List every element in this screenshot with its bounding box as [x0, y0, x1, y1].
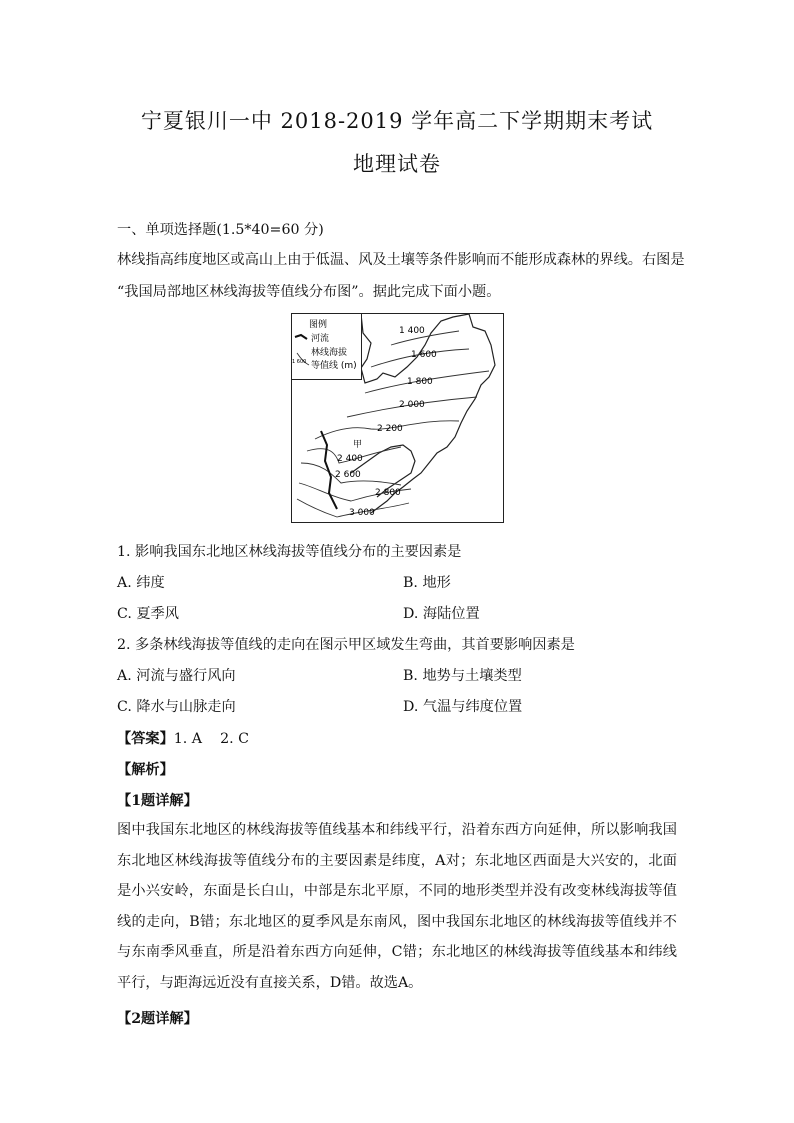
section-heading: 一、单项选择题(1.5*40=60 分) — [117, 222, 324, 238]
intro-line-2: “我国局部地区林线海拔等值线分布图”。据此完成下面小题。 — [117, 284, 501, 300]
contour-label: 2 000 — [399, 400, 425, 410]
contour-label: 1 800 — [407, 377, 433, 387]
question-2-stem: 2. 多条林线海拔等值线的走向在图示甲区域发生弯曲，其首要影响因素是 — [117, 637, 575, 653]
question-1-option-a: A. 纬度 — [117, 575, 165, 591]
analysis-label: 【解析】 — [117, 762, 174, 778]
contour-label: 2 200 — [377, 424, 403, 434]
question-2-option-c: C. 降水与山脉走向 — [117, 699, 236, 715]
question-2-option-d: D. 气温与纬度位置 — [403, 699, 523, 715]
contour-label: 2 600 — [335, 470, 361, 480]
analysis-q1-label: 【1题详解】 — [117, 793, 198, 809]
contour-label: 3 000 — [349, 508, 375, 518]
legend-title: 图例 — [309, 320, 328, 330]
region-label: 甲 — [353, 440, 363, 450]
contour-label: 1 600 — [411, 350, 437, 360]
contour-label: 2 800 — [375, 488, 401, 498]
analysis-q1-text: 图中我国东北地区的林线海拔等值线基本和纬线平行，沿着东西方向延伸，所以影响我国东北地区林线海拔等值线分布的主要因素是纬度，A对；东北地区西面是大兴安的，北面是小兴安岭，东面是长白山，中部是东北平原，不同的地形类型并没有改变林线海拔等值线的走向，B错；东北地区的夏季风是东南风，图中我国东北地区的林线海拔等值线并不与东南季风垂直，所是沿着东西方向延伸，C错；东北地区的林线海拔等值线基本和纬线平行，与距海远近没有直接关系，D错。故选A。 — [117, 822, 677, 991]
legend-river-label: 河流 — [311, 334, 330, 344]
intro-line-1: 林线指高纬度地区或高山上由于低温、风及土壤等条件影响而不能形成森林的界线。右图是 — [117, 252, 685, 268]
legend-contour-value: 1 600 — [292, 359, 307, 365]
contour-label: 1 400 — [399, 326, 425, 336]
question-2-option-a: A. 河流与盛行风向 — [117, 668, 236, 684]
page-title: 宁夏银川一中 2018-2019 学年高二下学期期末考试 — [140, 109, 654, 133]
question-1-stem: 1. 影响我国东北地区林线海拔等值线分布的主要因素是 — [117, 544, 462, 560]
question-1-option-c: C. 夏季风 — [117, 606, 179, 622]
answer-text: 1. A 2. C — [173, 731, 249, 747]
question-2-option-b: B. 地势与土壤类型 — [403, 668, 522, 684]
legend-contour-label-1: 林线海拔 — [311, 348, 348, 358]
answer-line — [117, 728, 249, 748]
answer-label: 【答案】 — [117, 731, 174, 747]
contour-label: 2 400 — [337, 454, 363, 464]
page-subtitle: 地理试卷 — [353, 152, 441, 176]
legend-contour-label-2: 等值线 (m) — [311, 361, 357, 371]
analysis-q2-label: 【2题详解】 — [117, 1011, 198, 1027]
forest-line-contour-map — [291, 313, 504, 523]
question-1-option-d: D. 海陆位置 — [403, 606, 480, 622]
question-1-option-b: B. 地形 — [403, 575, 451, 591]
